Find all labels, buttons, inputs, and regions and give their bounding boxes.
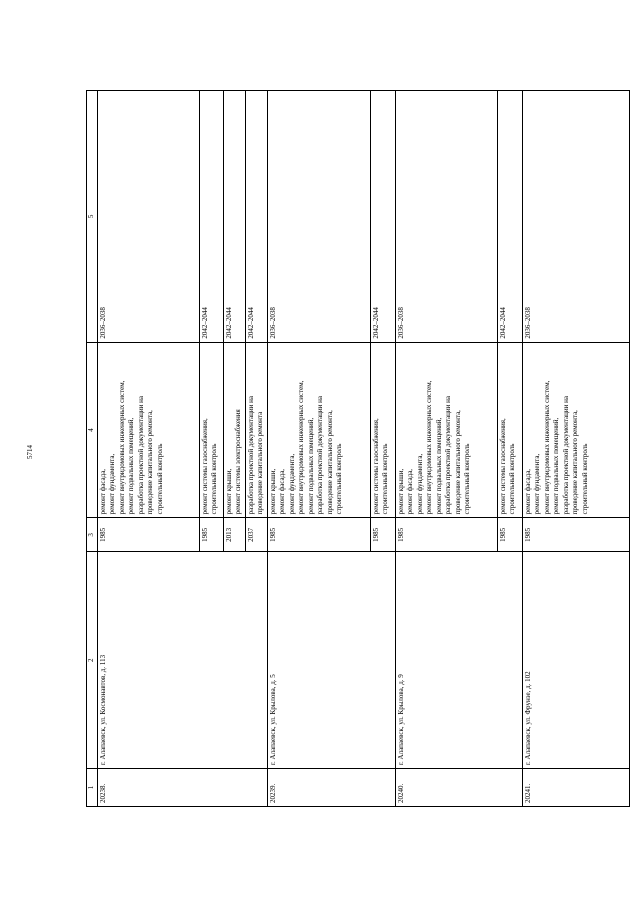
table-row [97,91,199,807]
period-cell: 2042–2044 [370,91,395,343]
address-cell: г. Алапаевск, ул. Крылова, д. 5 [267,552,395,769]
year-cell: 1985 [522,518,629,552]
year-cell: 1985 [199,518,223,552]
works-cell: ремонт крыши, ремонт фасада, ремонт фундамента, ремонт внутридомовых инженерных систем, ремонт подвальных помещений, разработка проектной документации на проведение капитального ремонта, строительный контроль [395,342,497,518]
works-cell: ремонт фасада, ремонт фундамента, ремонт внутридомовых инженерных систем, ремонт подвальных помещений, разработка проектной документации на проведение капитального ремонта, строительный контроль [522,342,629,518]
col-header-2: 2 [87,552,98,769]
year-cell: 2037 [245,518,267,552]
period-cell: 2042–2044 [223,91,245,343]
works-cell: ремонт крыши, ремонт системы электроснабжения [223,342,245,518]
col-header-1: 1 [87,769,98,807]
row-number: 20240. [395,769,522,807]
address-cell: г. Алапаевск, ул. Космонавтов, д. 113 [97,552,267,769]
works-cell: ремонт крыши, ремонт фасада, ремонт фундамента, ремонт внутридомовых инженерных систем, ремонт подвальных помещений, разработка проектной документации на проведение капитального ремонта, строительный контроль [267,342,370,518]
col-header-3: 3 [87,518,98,552]
period-cell: 2036–2038 [267,91,370,343]
year-cell: 1985 [497,518,522,552]
rotated-page [86,90,629,807]
address-cell: г. Алапаевск, ул. Крылова, д. 9 [395,552,522,769]
period-cell: 2036–2038 [97,91,199,343]
row-number: 20239. [267,769,395,807]
year-cell: 1985 [370,518,395,552]
page-number: 5714 [26,445,34,460]
works-cell: ремонт системы газоснабжения, строительный контроль [497,342,522,518]
row-number: 20238. [97,769,267,807]
year-cell: 1985 [267,518,370,552]
col-header-5: 5 [87,91,98,343]
period-cell: 2036–2038 [522,91,629,343]
period-cell: 2036–2038 [395,91,497,343]
period-cell: 2042–2044 [497,91,522,343]
works-cell: ремонт фасада, ремонт фундамента, ремонт внутридомовых инженерных систем, ремонт подвальных помещений, разработка проектной документации на проведение капитального ремонта, строительный контроль [97,342,199,518]
works-cell: ремонт системы газоснабжения, строительный контроль [370,342,395,518]
period-cell: 2042–2044 [245,91,267,343]
year-cell: 2013 [223,518,245,552]
table-row [267,91,370,807]
year-cell: 1985 [97,518,199,552]
table-row [522,91,629,807]
works-cell: ремонт системы газоснабжения, строительный контроль [199,342,223,518]
year-cell: 1985 [395,518,497,552]
capital-repair-table [86,90,630,807]
header-row [87,91,98,807]
works-cell: разработка проектной документации на проведение капитального ремонта [245,342,267,518]
table-row [395,91,497,807]
row-number: 20241. [522,769,629,807]
col-header-4: 4 [87,342,98,518]
period-cell: 2042–2044 [199,91,223,343]
address-cell: г. Алапаевск, ул. Фрунзе, д. 102 [522,552,629,769]
